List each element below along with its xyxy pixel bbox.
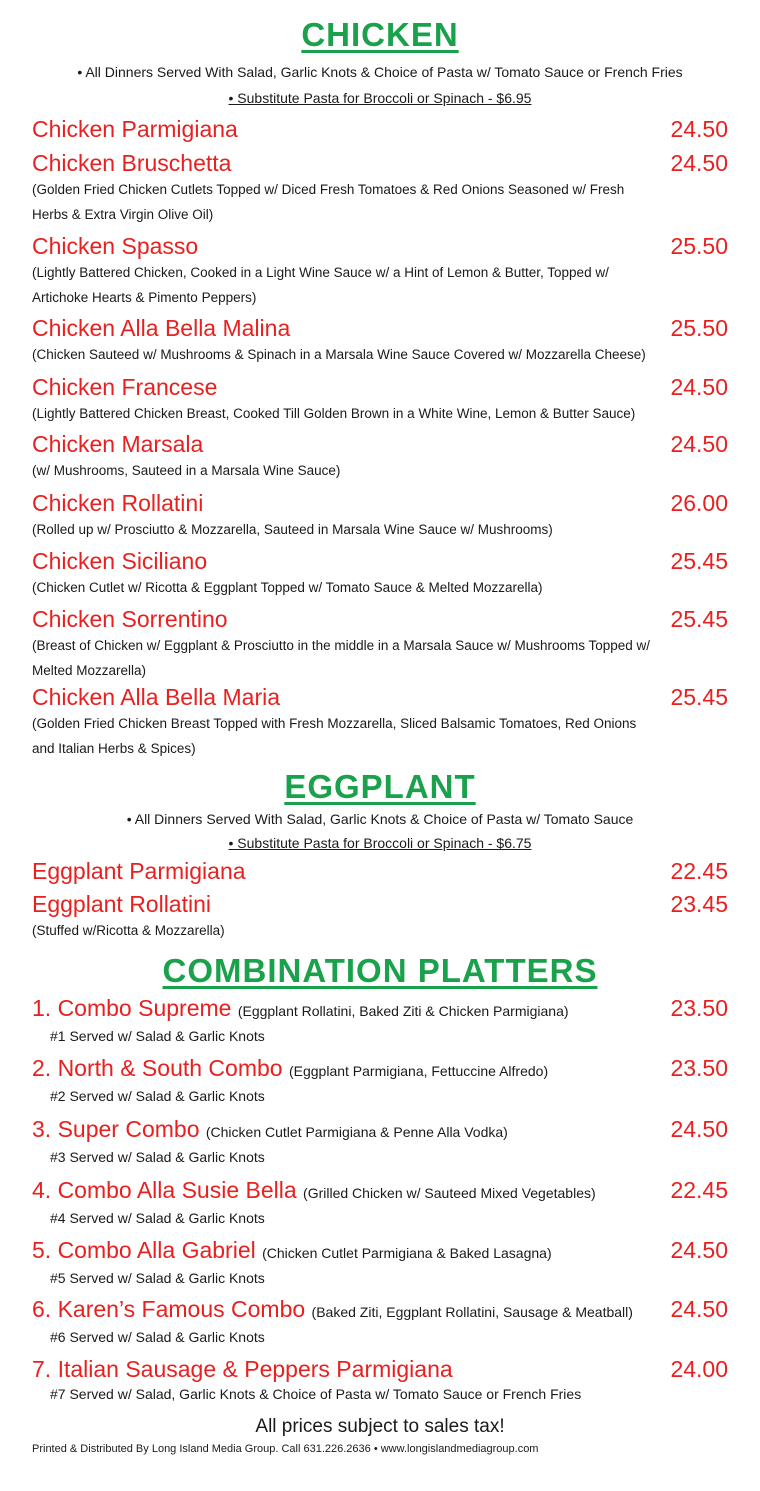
- menu-item: [0, 315, 760, 367]
- combo-description: (Baked Ziti, Eggplant Rollatini, Sausage & Meatball): [311, 1304, 633, 1320]
- item-description: (Rolled up w/ Prosciutto & Mozzarella, Sauteed in Marsala Wine Sauce w/ Mushrooms): [32, 522, 553, 537]
- item-description: (Lightly Battered Chicken, Cooked in a Light Wine Sauce w/ a Hint of Lemon & Butter, Topped w/ Artichoke Hearts & Pimento Peppers): [32, 265, 609, 305]
- item-price: 25.45: [670, 606, 728, 632]
- combo-description: (Chicken Cutlet Parmigiana & Baked Lasagna): [262, 1245, 552, 1261]
- item-price: 24.50: [670, 116, 728, 142]
- eggplant-section-title: EGGPLANT: [284, 768, 476, 805]
- item-price: 25.50: [670, 315, 728, 341]
- item-name: Chicken Parmigiana: [32, 116, 238, 142]
- combo-item: [0, 1296, 760, 1348]
- sales-tax-note: All prices subject to sales tax!: [255, 1416, 505, 1437]
- menu-item: [0, 431, 760, 483]
- item-price: 25.45: [670, 548, 728, 574]
- combo-name: 3. Super Combo: [32, 1116, 200, 1142]
- combo-name: 1. Combo Supreme: [32, 995, 232, 1021]
- combo-description: (Eggplant Parmigiana, Fettuccine Alfredo): [288, 1063, 549, 1079]
- item-name: Chicken Bruschetta: [32, 150, 232, 176]
- combo-served-note: #1 Served w/ Salad & Garlic Knots: [50, 1028, 265, 1044]
- combo-description: (Chicken Cutlet Parmigiana & Penne Alla Vodka): [205, 1124, 508, 1140]
- item-name: Chicken Marsala: [32, 431, 204, 457]
- combo-price: 23.50: [670, 1055, 728, 1081]
- menu-item: [0, 374, 760, 426]
- item-description: (Breast of Chicken w/ Eggplant & Prosciutto in the middle in a Marsala Sauce w/ Mushrooms Topped w/ Melted Mozzarella): [32, 638, 651, 678]
- eggplant-substitute-note: • Substitute Pasta for Broccoli or Spinach - $6.75: [228, 835, 532, 851]
- item-name: Chicken Sorrentino: [32, 606, 228, 632]
- combo-item: [0, 1055, 760, 1107]
- item-description: (Chicken Sauteed w/ Mushrooms & Spinach in a Marsala Wine Sauce Covered w/ Mozzarella Cheese): [32, 347, 646, 362]
- item-price: 24.50: [670, 150, 728, 176]
- combo-title-line: [32, 1116, 728, 1146]
- combo-served-note: #5 Served w/ Salad & Garlic Knots: [50, 1270, 265, 1286]
- item-name: Chicken Spasso: [32, 233, 199, 259]
- combo-served-note: #4 Served w/ Salad & Garlic Knots: [50, 1210, 265, 1226]
- combo-item: [0, 1177, 760, 1229]
- combo-served-note: #3 Served w/ Salad & Garlic Knots: [50, 1149, 265, 1165]
- item-description: (w/ Mushrooms, Sauteed in a Marsala Wine Sauce): [32, 463, 341, 478]
- menu-item: [0, 684, 760, 761]
- combo-title-line: [32, 1177, 728, 1207]
- item-price: 26.00: [670, 490, 728, 516]
- printed-by-credit: Printed & Distributed By Long Island Media Group. Call 631.226.2636 • www.longislandmediagroup.com: [32, 1443, 539, 1455]
- combo-item: [0, 1356, 760, 1405]
- combo-title-line: [32, 1055, 728, 1085]
- item-price: 22.45: [670, 858, 728, 884]
- item-description: (Chicken Cutlet w/ Ricotta & Eggplant Topped w/ Tomato Sauce & Melted Mozzarella): [32, 580, 543, 595]
- item-price: 24.50: [670, 431, 728, 457]
- item-name: Chicken Rollatini: [32, 490, 204, 516]
- item-description: (Golden Fried Chicken Cutlets Topped w/ Diced Fresh Tomatoes & Red Onions Seasoned w/ Fresh Herbs & Extra Virgin Olive Oil): [32, 182, 625, 222]
- item-description: (Lightly Battered Chicken Breast, Cooked Till Golden Brown in a White Wine, Lemon & Butter Sauce): [32, 406, 636, 421]
- combo-price: 23.50: [670, 995, 728, 1021]
- menu-item: [0, 150, 760, 227]
- chicken-dinner-note: • All Dinners Served With Salad, Garlic Knots & Choice of Pasta w/ Tomato Sauce or French Fries: [77, 64, 683, 80]
- item-description: (Golden Fried Chicken Breast Topped with Fresh Mozzarella, Sliced Balsamic Tomatoes, Red Onions and Italian Herbs & Spices): [32, 716, 637, 756]
- combo-description: (Eggplant Rollatini, Baked Ziti & Chicken Parmigiana): [237, 1003, 569, 1019]
- item-name: Chicken Alla Bella Malina: [32, 315, 291, 341]
- combo-title-line: [32, 1296, 728, 1326]
- combo-item: [0, 1116, 760, 1168]
- chicken-substitute-note: • Substitute Pasta for Broccoli or Spinach - $6.95: [228, 90, 532, 106]
- combo-title-line: [32, 1237, 728, 1267]
- item-name: Chicken Siciliano: [32, 548, 208, 574]
- menu-item: [0, 606, 760, 683]
- combo-price: 24.50: [670, 1116, 728, 1142]
- combo-price: 24.00: [670, 1356, 728, 1382]
- combo-name: 2. North & South Combo: [32, 1055, 283, 1081]
- combination-platters-section-title: COMBINATION PLATTERS: [162, 952, 598, 989]
- item-name: Eggplant Rollatini: [32, 891, 212, 917]
- combo-served-note: #7 Served w/ Salad, Garlic Knots & Choice of Pasta w/ Tomato Sauce or French Fries: [50, 1386, 582, 1402]
- combo-item: [0, 1237, 760, 1289]
- item-description: (Stuffed w/Ricotta & Mozzarella): [32, 923, 225, 938]
- menu-item: [0, 858, 760, 885]
- menu-item: [0, 233, 760, 310]
- item-price: 25.50: [670, 233, 728, 259]
- combo-description: (Grilled Chicken w/ Sauteed Mixed Vegetables): [303, 1185, 596, 1201]
- combo-name: 6. Karen’s Famous Combo: [32, 1296, 306, 1322]
- item-name: Chicken Alla Bella Maria: [32, 684, 281, 710]
- item-name: Eggplant Parmigiana: [32, 858, 246, 884]
- menu-item: [0, 548, 760, 600]
- combo-name: 5. Combo Alla Gabriel: [32, 1237, 256, 1263]
- combo-price: 22.45: [670, 1177, 728, 1203]
- eggplant-dinner-note: • All Dinners Served With Salad, Garlic Knots & Choice of Pasta w/ Tomato Sauce: [126, 811, 634, 827]
- combo-served-note: #6 Served w/ Salad & Garlic Knots: [50, 1329, 265, 1345]
- combo-title-line: [32, 1356, 728, 1383]
- combo-name: 7. Italian Sausage & Peppers Parmigiana: [32, 1356, 453, 1382]
- menu-item: [0, 490, 760, 542]
- combo-item: [0, 995, 760, 1047]
- chicken-section-title: CHICKEN: [301, 16, 459, 53]
- combo-name: 4. Combo Alla Susie Bella: [32, 1177, 297, 1203]
- combo-served-note: #2 Served w/ Salad & Garlic Knots: [50, 1088, 265, 1104]
- menu-item: [0, 891, 760, 943]
- item-name: Chicken Francese: [32, 374, 218, 400]
- menu-item: [0, 116, 760, 143]
- item-price: 25.45: [670, 684, 728, 710]
- item-price: 23.45: [670, 891, 728, 917]
- combo-price: 24.50: [670, 1237, 728, 1263]
- combo-title-line: [32, 995, 728, 1025]
- item-price: 24.50: [670, 374, 728, 400]
- combo-price: 24.50: [670, 1296, 728, 1322]
